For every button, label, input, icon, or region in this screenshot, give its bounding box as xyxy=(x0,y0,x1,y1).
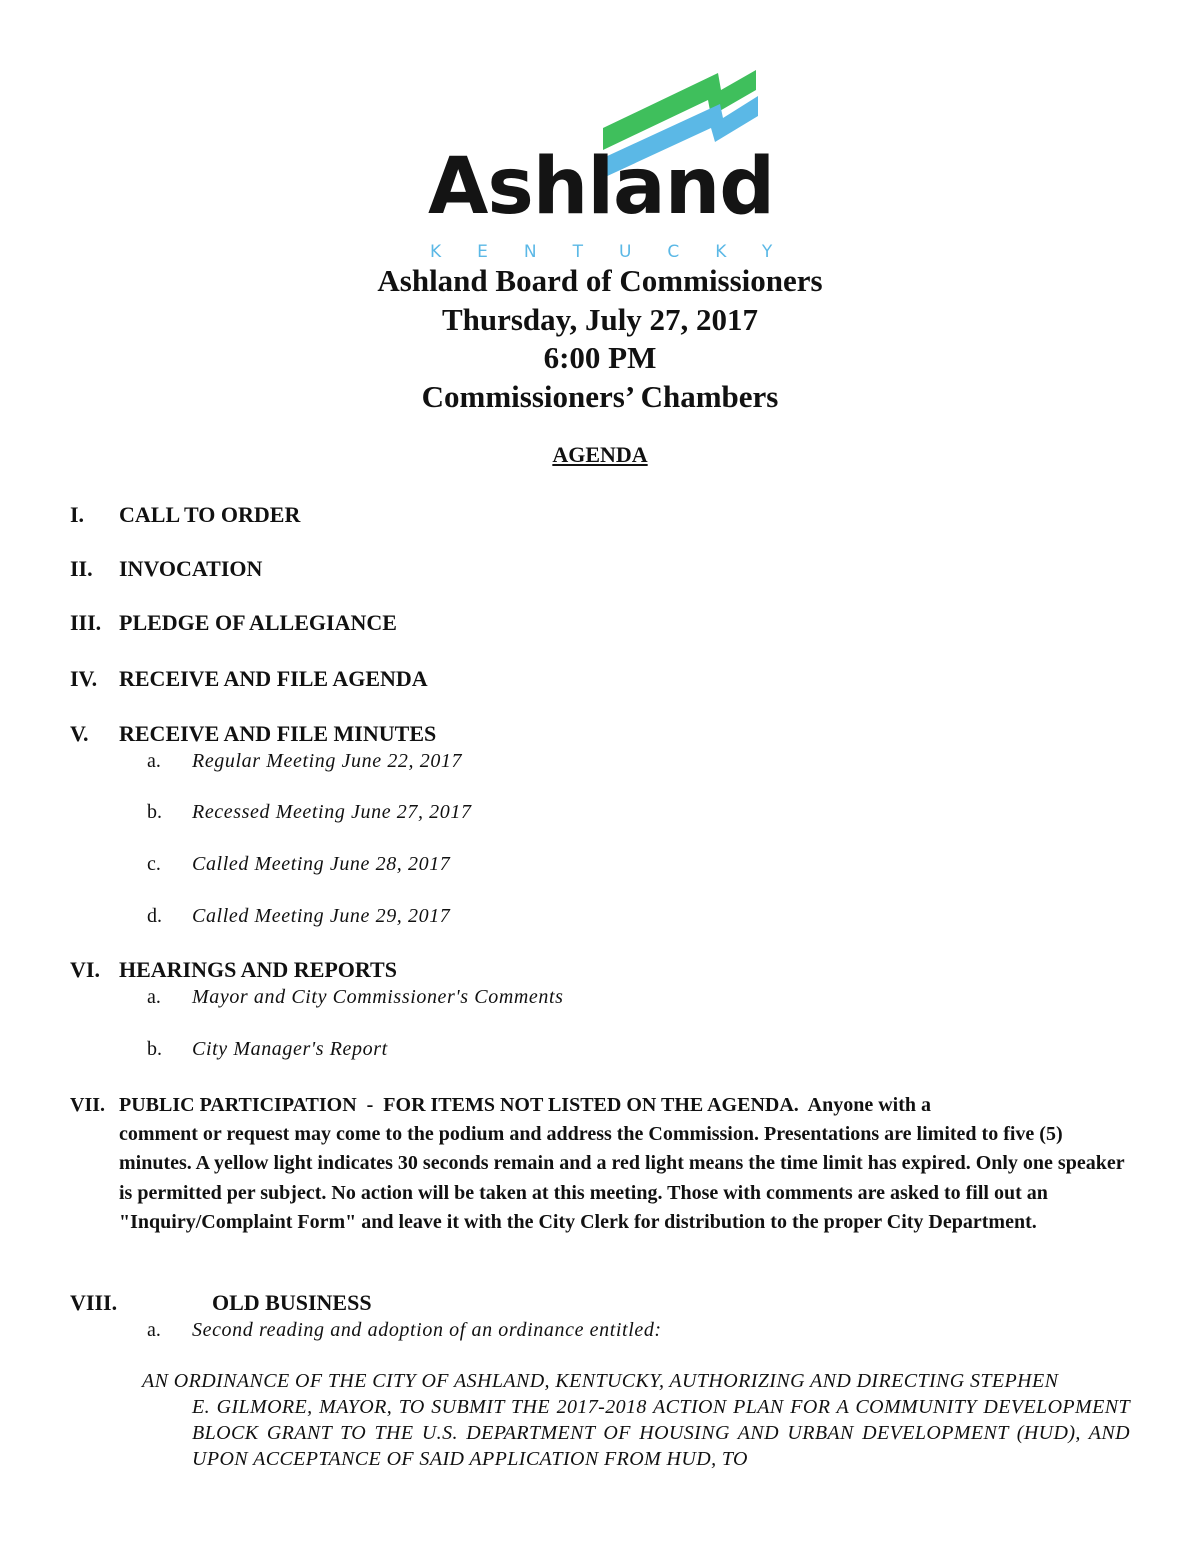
agenda-title: AGENDA xyxy=(552,442,648,467)
item-letter: a. xyxy=(147,750,161,772)
section-title: CALL TO ORDER xyxy=(119,502,301,527)
public-first-line: PUBLIC PARTICIPATION - FOR ITEMS NOT LISTED ON THE AGENDA. Anyone with a xyxy=(119,1094,932,1116)
logo-state: KENTUCKY xyxy=(430,242,809,262)
list-item xyxy=(147,853,450,876)
section-number: VIII. xyxy=(70,1290,118,1315)
item-letter: d. xyxy=(147,905,162,927)
ordinance-first-line: AN ORDINANCE OF THE CITY OF ASHLAND, KENTUCKY, AUTHORIZING AND DIRECTING STEPHEN xyxy=(142,1370,1059,1392)
item-text: Mayor and City Commissioner's Comments xyxy=(192,986,564,1008)
item-letter: a. xyxy=(147,1319,161,1341)
meeting-time: 6:00 PM xyxy=(543,340,657,375)
section-invocation xyxy=(70,556,262,582)
section-title: PLEDGE OF ALLEGIANCE xyxy=(119,610,397,635)
meeting-location: Commissioners’ Chambers xyxy=(421,378,779,414)
section-number: I. xyxy=(70,502,85,527)
meeting-date: Thursday, July 27, 2017 xyxy=(441,301,759,337)
ashland-logo xyxy=(428,68,809,268)
list-item xyxy=(147,986,564,1009)
item-text: City Manager's Report xyxy=(192,1038,388,1060)
item-text: Recessed Meeting June 27, 2017 xyxy=(192,801,472,823)
section-title: RECEIVE AND FILE AGENDA xyxy=(119,666,428,691)
section-title: INVOCATION xyxy=(119,556,263,581)
section-public-participation xyxy=(70,1091,1135,1237)
list-item xyxy=(147,801,472,824)
item-letter: b. xyxy=(147,1038,162,1060)
section-number: IV. xyxy=(70,666,98,691)
section-receive-agenda xyxy=(70,666,428,692)
public-participation-text: comment or request may come to the podium and address the Commission. Presentations are limited to five (5) minutes. A yellow light indicates 30 seconds remain and a red light means the time limit has expired. Only one speaker is permitted per subject. No action will be taken at this meeting. Those with comments are asked to fill out an "Inquiry/Complaint Form" and leave it with the City Clerk for distribution to the proper City Department. xyxy=(119,1123,1125,1233)
section-old-business xyxy=(70,1290,372,1316)
board-title: Ashland Board of Commissioners xyxy=(377,263,823,298)
item-letter: a. xyxy=(147,986,161,1008)
section-number: VII. xyxy=(70,1094,106,1116)
item-text: Called Meeting June 29, 2017 xyxy=(192,905,451,927)
item-text: Called Meeting June 28, 2017 xyxy=(192,853,451,875)
section-number: II. xyxy=(70,556,93,581)
section-number: III. xyxy=(70,610,102,635)
section-number: V. xyxy=(70,721,89,746)
section-pledge xyxy=(70,610,397,636)
item-text: Second reading and adoption of an ordinance entitled: xyxy=(192,1319,662,1341)
logo-wordmark: Ashland xyxy=(428,142,775,232)
ordinance-title xyxy=(142,1368,1130,1472)
list-item xyxy=(147,1038,388,1061)
section-receive-minutes xyxy=(70,721,436,747)
item-letter: c. xyxy=(147,853,161,875)
section-hearings-reports xyxy=(70,957,397,983)
section-title: HEARINGS AND REPORTS xyxy=(119,957,397,982)
item-letter: b. xyxy=(147,801,162,823)
section-call-to-order xyxy=(70,502,300,528)
meeting-header xyxy=(0,262,1200,416)
list-item xyxy=(147,905,450,928)
section-title: OLD BUSINESS xyxy=(212,1290,372,1315)
item-text: Regular Meeting June 22, 2017 xyxy=(192,750,463,772)
section-number: VI. xyxy=(70,957,100,982)
section-title: RECEIVE AND FILE MINUTES xyxy=(119,721,437,746)
list-item xyxy=(147,750,462,773)
ordinance-continuation: E. GILMORE, MAYOR, TO SUBMIT THE 2017-2018 ACTION PLAN FOR A COMMUNITY DEVELOPMENT BLOCK GRANT TO THE U.S. DEPARTMENT OF HOUSING AND URBAN DEVELOPMENT (HUD), AND UPON ACCEPTANCE OF SAID APPLICATION FROM HUD, TO xyxy=(192,1396,1130,1470)
list-item xyxy=(147,1319,662,1342)
